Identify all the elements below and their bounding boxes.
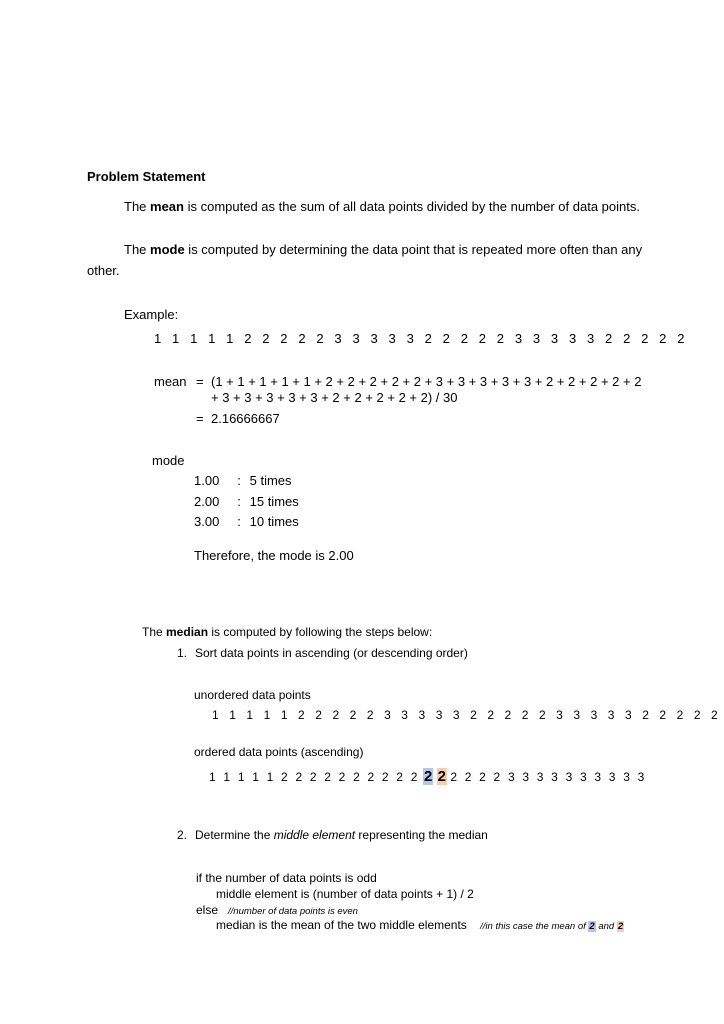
mode-count: 15 times xyxy=(249,494,299,509)
mean-label: mean xyxy=(154,374,187,389)
else-line xyxy=(196,903,358,917)
mean-equals: = xyxy=(196,374,204,389)
mean-expression-line2: + 3 + 3 + 3 + 3 + 3 + 2 + 2 + 2 + 2 + 2) / 30 xyxy=(211,390,458,405)
mode-sep: : xyxy=(237,494,241,509)
middle-element-1: 2 xyxy=(423,768,433,785)
mode-definition xyxy=(124,242,642,257)
even-comment xyxy=(480,921,624,932)
mean-result-equals: = xyxy=(196,411,204,426)
even-rule: median is the mean of the two middle elements xyxy=(216,918,467,932)
median-term: median xyxy=(166,625,209,639)
mode-count: 10 times xyxy=(249,514,299,529)
ordered-data-pre: 1 1 1 1 1 2 2 2 2 2 2 2 2 2 2 xyxy=(209,770,420,784)
if-line: if the number of data points is odd xyxy=(196,871,377,885)
odd-rule: middle element is (number of data points + 1) / 2 xyxy=(216,887,474,901)
mode-def-pre: The xyxy=(124,242,151,257)
unordered-label: unordered data points xyxy=(194,688,311,702)
mean-definition xyxy=(124,199,640,214)
step2-pre: Determine the xyxy=(195,828,274,842)
mode-label: mode xyxy=(152,453,185,468)
mode-row xyxy=(194,514,299,529)
ordered-label: ordered data points (ascending) xyxy=(194,745,364,759)
ordered-data-post: 2 2 2 2 3 3 3 3 3 3 3 3 3 3 xyxy=(450,770,647,784)
even-comment-pre: //in this case the mean of xyxy=(480,921,589,932)
middle-element-2: 2 xyxy=(437,768,446,785)
example-label: Example: xyxy=(124,307,179,322)
else-keyword: else xyxy=(196,903,219,917)
mean-expression-line1: (1 + 1 + 1 + 1 + 1 + 2 + 2 + 2 + 2 + 2 + 3 + 3 + 3 + 3 + 3 + 2 + 2 + 2 + 2 + 2 xyxy=(211,374,642,389)
mode-def-post: is computed by determining the data point that is repeated more often than any xyxy=(184,242,643,257)
mode-row xyxy=(194,494,299,509)
mode-value: 2.00 xyxy=(194,494,220,509)
mode-row xyxy=(194,473,292,488)
example-data-points: 1 1 1 1 1 2 2 2 2 2 3 3 3 3 3 2 2 2 2 2 3 3 3 3 3 2 2 2 2 2 xyxy=(154,331,689,346)
mode-sep: : xyxy=(237,514,241,529)
even-rule-line xyxy=(216,918,624,932)
step2-text xyxy=(195,828,488,842)
mode-value: 1.00 xyxy=(194,473,220,488)
ordered-data-points xyxy=(209,768,647,785)
middle-element-term: middle element xyxy=(273,828,356,842)
mode-definition-cont: other. xyxy=(87,263,120,278)
median-intro-pre: The xyxy=(142,625,167,639)
section-heading: Problem Statement xyxy=(87,169,206,184)
mean-def-post: is computed as the sum of all data points divided by the number of data points. xyxy=(183,199,640,214)
even-comment-and: and xyxy=(595,921,617,932)
mode-value: 3.00 xyxy=(194,514,220,529)
step1-number: 1. xyxy=(177,646,188,660)
mode-count: 5 times xyxy=(249,473,292,488)
mode-term: mode xyxy=(150,242,185,257)
even-comment-value-a: 2 xyxy=(589,921,595,932)
step2-post: representing the median xyxy=(355,828,488,842)
mean-result: 2.16666667 xyxy=(211,411,280,426)
step2-number: 2. xyxy=(177,828,188,842)
step1-text: Sort data points in ascending (or descending order) xyxy=(195,646,468,660)
mean-def-pre: The xyxy=(124,199,151,214)
mode-conclusion: Therefore, the mode is 2.00 xyxy=(194,548,354,563)
median-intro xyxy=(142,625,432,639)
mode-sep: : xyxy=(237,473,241,488)
mean-term: mean xyxy=(150,199,184,214)
median-intro-post: is computed by following the steps below: xyxy=(208,625,433,639)
unordered-data-points: 1 1 1 1 1 2 2 2 2 2 3 3 3 3 3 2 2 2 2 2 3 3 3 3 3 2 2 2 2 2 xyxy=(212,708,722,722)
even-comment-value-b: 2 xyxy=(617,921,624,932)
else-comment: //number of data points is even xyxy=(228,906,358,917)
